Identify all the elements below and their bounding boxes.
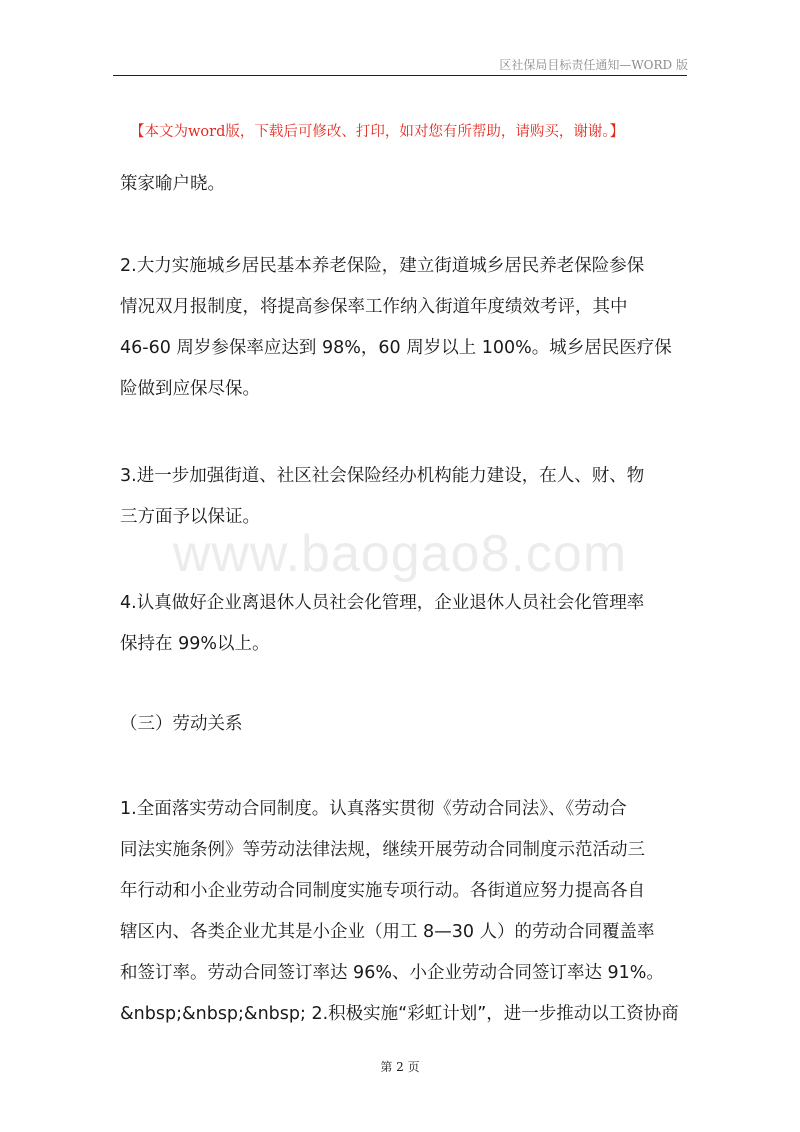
paragraph-line: 三方面予以保证。 <box>120 507 260 527</box>
header-divider <box>113 75 687 76</box>
paragraph-line: 2.大力实施城乡居民基本养老保险，建立街道城乡居民养老保险参保 <box>120 256 645 276</box>
document-header-title: 区社保局目标责任通知—WORD 版 <box>499 58 688 72</box>
paragraph-line: 和签订率。劳动合同签订率达 96%、小企业劳动合同签订率达 91%。 <box>120 963 664 983</box>
paragraph-line: 4.认真做好企业离退休人员社会化管理，企业退休人员社会化管理率 <box>120 593 645 613</box>
paragraph-line: 1.全面落实劳动合同制度。认真落实贯彻《劳动合同法》、《劳动合 <box>120 799 627 819</box>
page-number: 第 2 页 <box>380 1060 420 1074</box>
watermark: www.baogao8.com <box>172 525 628 583</box>
paragraph-line: 保持在 99%以上。 <box>120 634 270 654</box>
section-heading: （三）劳动关系 <box>120 714 243 734</box>
paragraph-line: 险做到应保尽保。 <box>120 379 260 399</box>
paragraph-line: 3.进一步加强街道、社区社会保险经办机构能力建设，在人、财、物 <box>120 466 645 486</box>
paragraph-line: 年行动和小企业劳动合同制度实施专项行动。各街道应努力提高各自 <box>120 881 645 901</box>
purchase-notice: 【本文为word版，下载后可修改、打印，如对您有所帮助，请购买，谢谢。】 <box>130 124 625 140</box>
paragraph-line: 46-60 周岁参保率应达到 98%，60 周岁以上 100%。城乡居民医疗保 <box>120 338 672 358</box>
paragraph-line: &nbsp;&nbsp;&nbsp; 2.积极实施“彩虹计划”，进一步推动以工资协商 <box>120 1004 679 1024</box>
paragraph-line: 同法实施条例》等劳动法律法规，继续开展劳动合同制度示范活动三 <box>120 840 645 860</box>
paragraph-line: 辖区内、各类企业尤其是小企业（用工 8—30 人）的劳动合同覆盖率 <box>120 922 655 942</box>
paragraph-line: 情况双月报制度，将提高参保率工作纳入街道年度绩效考评，其中 <box>120 297 628 317</box>
paragraph-line: 策家喻户晓。 <box>120 174 225 194</box>
